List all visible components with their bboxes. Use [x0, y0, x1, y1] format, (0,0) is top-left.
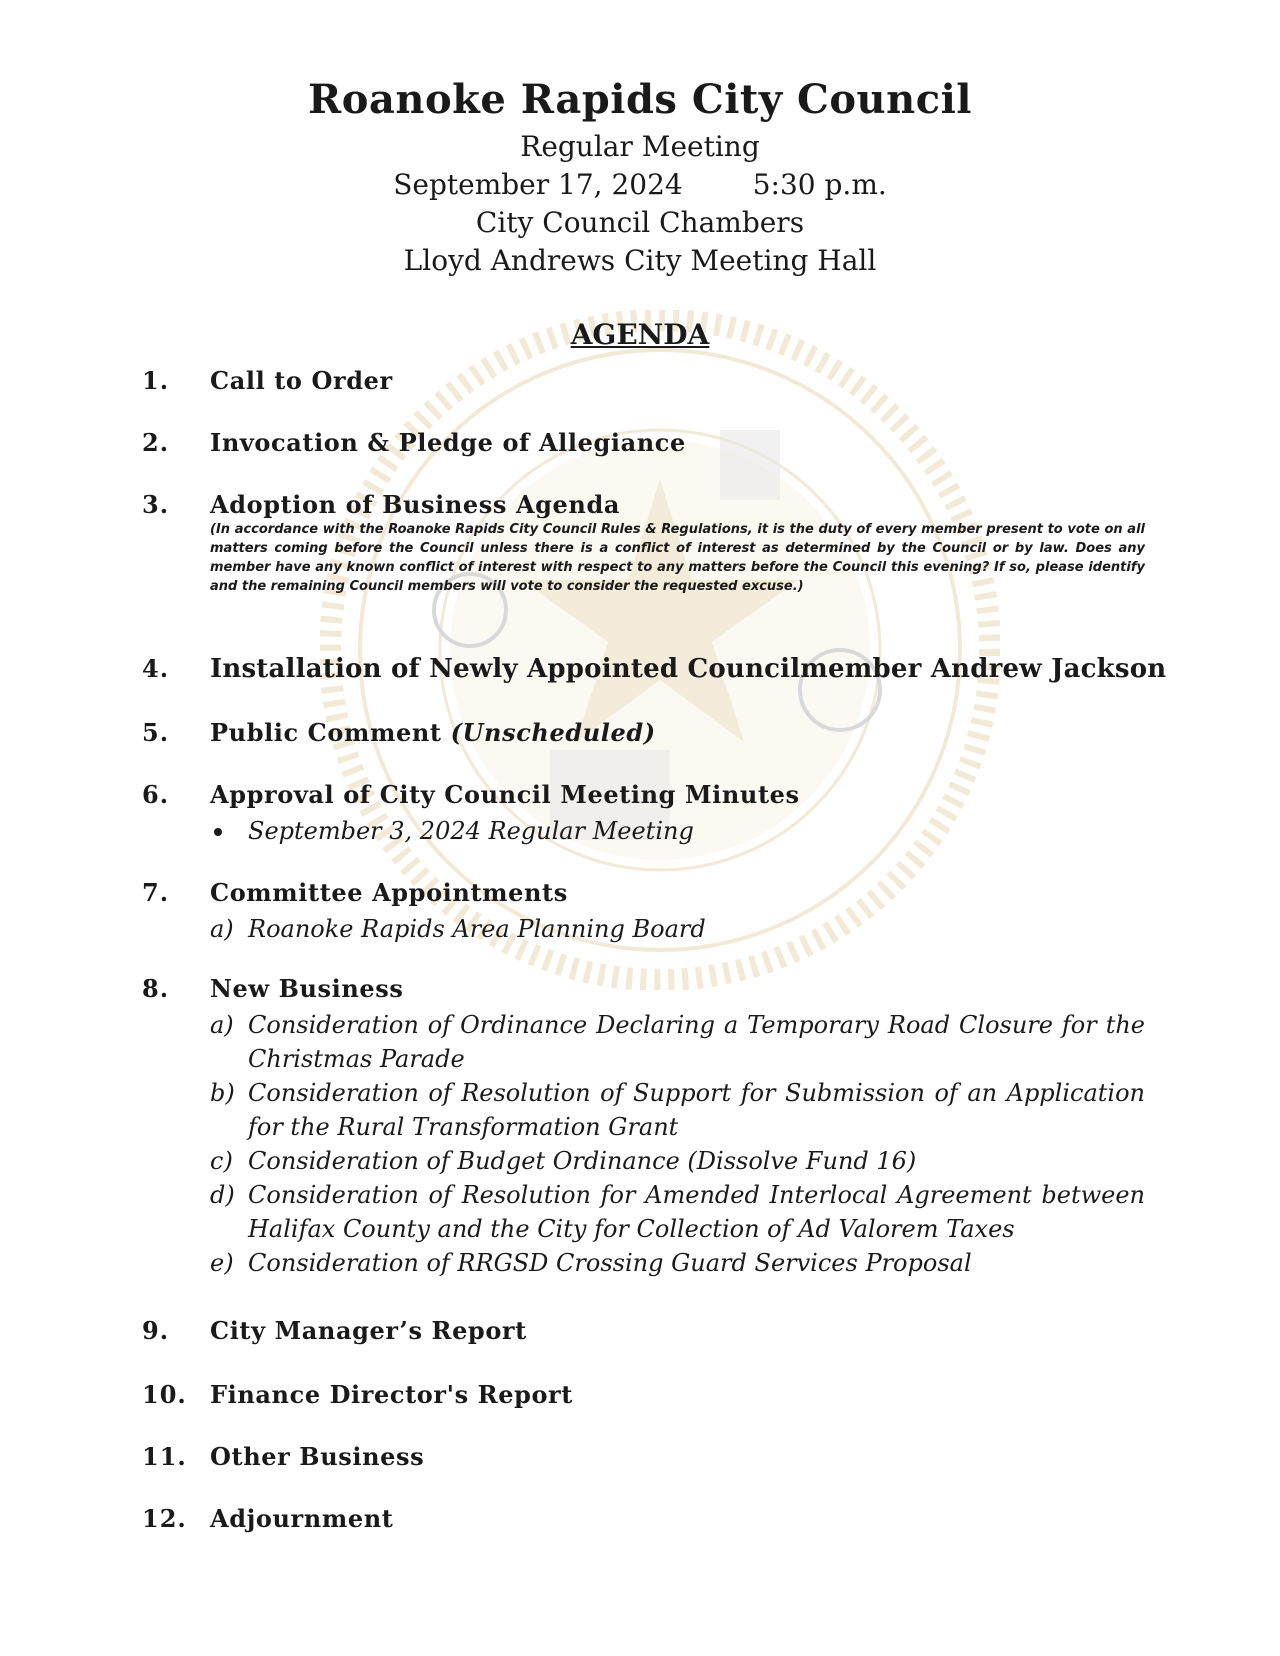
subitem-mark: e) — [210, 1249, 234, 1277]
subitem-mark: b) — [210, 1079, 235, 1107]
item-title-group — [210, 718, 656, 747]
agenda-heading: AGENDA — [570, 318, 710, 351]
item-title: Committee Appointments — [210, 878, 568, 907]
council-title: Roanoke Rapids City Council — [308, 76, 972, 123]
subitem — [210, 1246, 1145, 1280]
item-number: 5. — [142, 718, 170, 747]
item-title: New Business — [210, 974, 404, 1003]
item-title: Call to Order — [210, 366, 393, 395]
item-title: Approval of City Council Meeting Minutes — [210, 780, 800, 809]
item-title: Other Business — [210, 1442, 425, 1471]
subitem-mark: a) — [210, 1011, 234, 1039]
subitem-text: Consideration of Budget Ordinance (Dissolve Fund 16) — [248, 1147, 917, 1175]
bullet-icon — [214, 828, 222, 836]
item-title: Adjournment — [210, 1504, 394, 1533]
subitem-text: Roanoke Rapids Area Planning Board — [248, 915, 706, 943]
subitem-text: Consideration of Resolution of Support for Submission of an Application for the Rural Transformation Grant — [248, 1079, 1145, 1141]
item-title: Finance Director's Report — [210, 1380, 573, 1409]
item-title: Installation of Newly Appointed Councilmember Andrew Jackson — [210, 654, 1167, 684]
item-number: 4. — [142, 654, 170, 683]
subitem — [210, 912, 1145, 946]
meeting-room: City Council Chambers — [475, 206, 805, 239]
item-number: 10. — [142, 1380, 187, 1409]
item-number: 8. — [142, 974, 170, 1003]
subitem-mark: c) — [210, 1147, 233, 1175]
item-number: 11. — [142, 1442, 187, 1471]
subitem — [210, 1008, 1145, 1076]
conflict-of-interest-note: (In accordance with the Roanoke Rapids City Council Rules & Regulations, it is the duty of every member present to vote on all matters coming before the Council unless there is a conflict of interest as determined by the Council or by law. Does any member have any known conflict of interest with respect to any matters before the Council this evening? If so, please identify and the remaining Council members will vote to consider the requested excuse.) — [210, 522, 1145, 594]
item-number: 3. — [142, 490, 170, 519]
bullet-text: September 3, 2024 Regular Meeting — [248, 817, 694, 845]
meeting-date: September 17, 2024 — [393, 168, 683, 201]
item-number: 9. — [142, 1316, 170, 1345]
subitem-mark: d) — [210, 1181, 235, 1209]
item-number: 7. — [142, 878, 170, 907]
item-number: 2. — [142, 428, 170, 457]
meeting-type: Regular Meeting — [520, 130, 760, 163]
item-title: Public Comment — [210, 718, 442, 747]
subitem-text: Consideration of RRGSD Crossing Guard Services Proposal — [248, 1249, 972, 1277]
subitem-text: Consideration of Resolution for Amended Interlocal Agreement between Halifax County and the City for Collection of Ad Valorem Taxes — [248, 1181, 1145, 1243]
meeting-date-time — [0, 166, 1280, 204]
minutes-bullet — [210, 814, 1145, 848]
item-title: City Manager’s Report — [210, 1316, 527, 1345]
item-title: Adoption of Business Agenda — [210, 490, 621, 519]
meeting-time: 5:30 p.m. — [752, 168, 887, 201]
item-number: 1. — [142, 366, 170, 395]
item-number: 6. — [142, 780, 170, 809]
subitem-text: Consideration of Ordinance Declaring a Temporary Road Closure for the Christmas Parade — [248, 1011, 1145, 1073]
meeting-building: Lloyd Andrews City Meeting Hall — [403, 244, 877, 277]
subitem — [210, 1144, 1145, 1178]
document-header — [0, 72, 1280, 280]
item-title-suffix: (Unscheduled) — [450, 718, 656, 747]
subitem — [210, 1178, 1145, 1246]
item-title: Invocation & Pledge of Allegiance — [210, 428, 686, 457]
item-number: 12. — [142, 1504, 187, 1533]
subitem — [210, 1076, 1145, 1144]
subitem-mark: a) — [210, 915, 234, 943]
